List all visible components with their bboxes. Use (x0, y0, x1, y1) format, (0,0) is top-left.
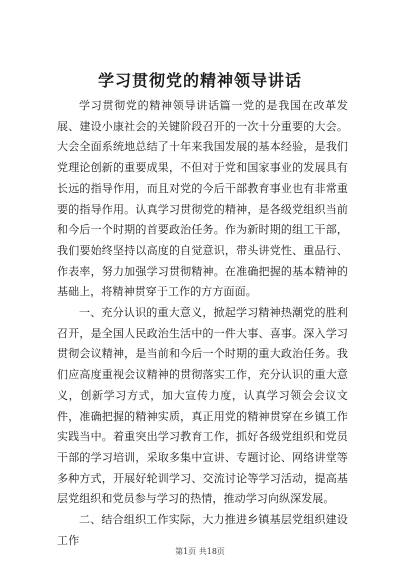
paragraph: 学习贯彻党的精神领导讲话篇一党的是我国在改革发展、建设小康社会的关键阶段召开的一次十分重要的大会。大会全面系统地总结了十年来我国发展的基本经验，是我们党理论创新的重要成果，不但对于党和国家事业的发展具有长远的指导作用，而且对党的今后干部教育事业也有非常重要的指导作用。认真学习贯彻党的精神，是各级党组织当前和今后一个时期的首要政治任务。作为新时期的组工干部，我们要始终坚持以高度的自觉意识，带头讲党性、重品行、作表率，努力加强学习贯彻精神。在准确把握的基本精神的基础上，将精神贯穿于工作的方方面面。 (57, 99, 348, 299)
paragraph: 一、充分认识的重大意义，掀起学习精神热潮党的胜利召开，是全国人民政治生活中的一件大事、喜事。深入学习贯彻会议精神，是当前和今后一个时期的重大政治任务。我们应高度重视会议精神的贯彻落实工作，充分认识的重大意义，创新学习方式，加大宣传力度，认真学习领会会议文件，准确把握的精神实质，真正用党的精神贯穿在乡镇工作实践当中。着重突出学习教育工作，抓好各级党组织和党员干部的学习培训，采取多集中宣讲、专题讨论、网络讲堂等多种方式，开展好轮训学习、交流讨论等学习活动，提高基层党组织和党员参与学习的热情，推动学习向纵深发展。 (57, 306, 348, 506)
page-footer: 第1页 共18页 (175, 547, 225, 556)
paragraph: 二、结合组织工作实际，大力推进乡镇基层党组织建设工作 (57, 513, 348, 547)
document-body (57, 96, 348, 551)
document-title: 学习贯彻党的精神领导讲话 (97, 71, 302, 90)
